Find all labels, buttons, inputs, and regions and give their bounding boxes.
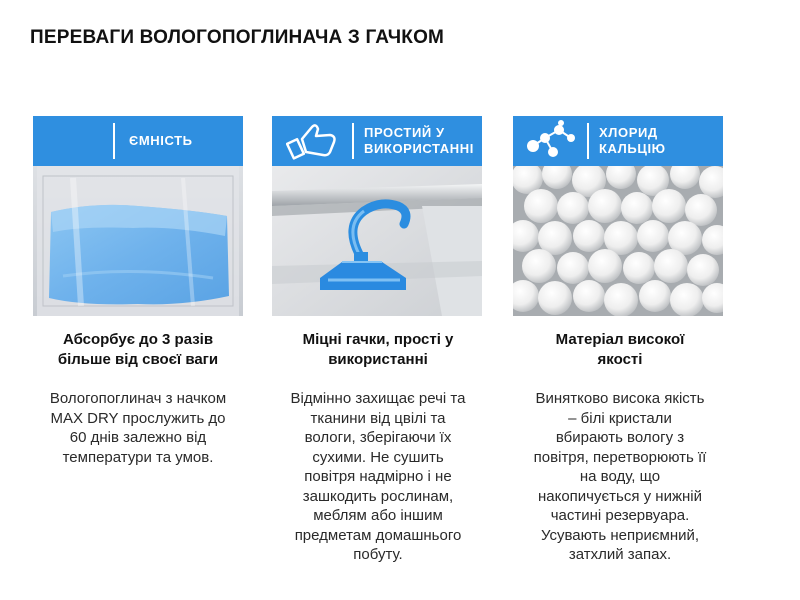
page-title: ПЕРЕВАГИ ВОЛОГОПОГЛИНАЧА З ГАЧКОМ (30, 27, 445, 48)
banner-divider (113, 123, 115, 159)
feature-card-easy-use (272, 116, 482, 316)
crystal-balls-image (513, 166, 723, 316)
feature-description: Вологопоглинач з начком MAX DRY прослужить до 60 днів залежно від температури та умов. (49, 390, 227, 466)
feature-heading: Абсорбує до 3 разів більше від своєї ваги (57, 331, 219, 368)
thumbs-up-icon (286, 121, 340, 166)
banner-divider (352, 123, 354, 159)
feature-heading: Матеріал високої якості (555, 331, 685, 368)
feature-card-capacity (33, 116, 243, 316)
banner-divider (587, 123, 589, 159)
card-banner (272, 116, 482, 166)
banner-label: ПРОСТИЙ У ВИКОРИСТАННІ (364, 125, 474, 156)
feature-description: Винятково висока якість – білі кристали вбирають вологу з повітря, перетворюють її на воду, що накопичується у нижній частині резервуара. Усувають неприємний, затхлий запах. (533, 390, 707, 563)
feature-card-calcium-chloride (513, 116, 723, 316)
card-banner (513, 116, 723, 166)
banner-label: ХЛОРИД КАЛЬЦІЮ (599, 125, 666, 156)
banner-label: ЄМНІСТЬ (129, 133, 193, 148)
feature-description: Відмінно захищає речі та тканини від цвілі та вологи, зберігаючи їх сухими. Не сушить повітря надмірно і не зашкодить рослинам, меблям або іншим предметам домашнього побуту. (290, 390, 466, 563)
molecule-icon (521, 120, 579, 167)
card-banner (33, 116, 243, 166)
gel-pouch-image (33, 166, 243, 316)
feature-heading: Міцні гачки, прості у використанні (302, 331, 454, 368)
hook-image (272, 166, 482, 316)
